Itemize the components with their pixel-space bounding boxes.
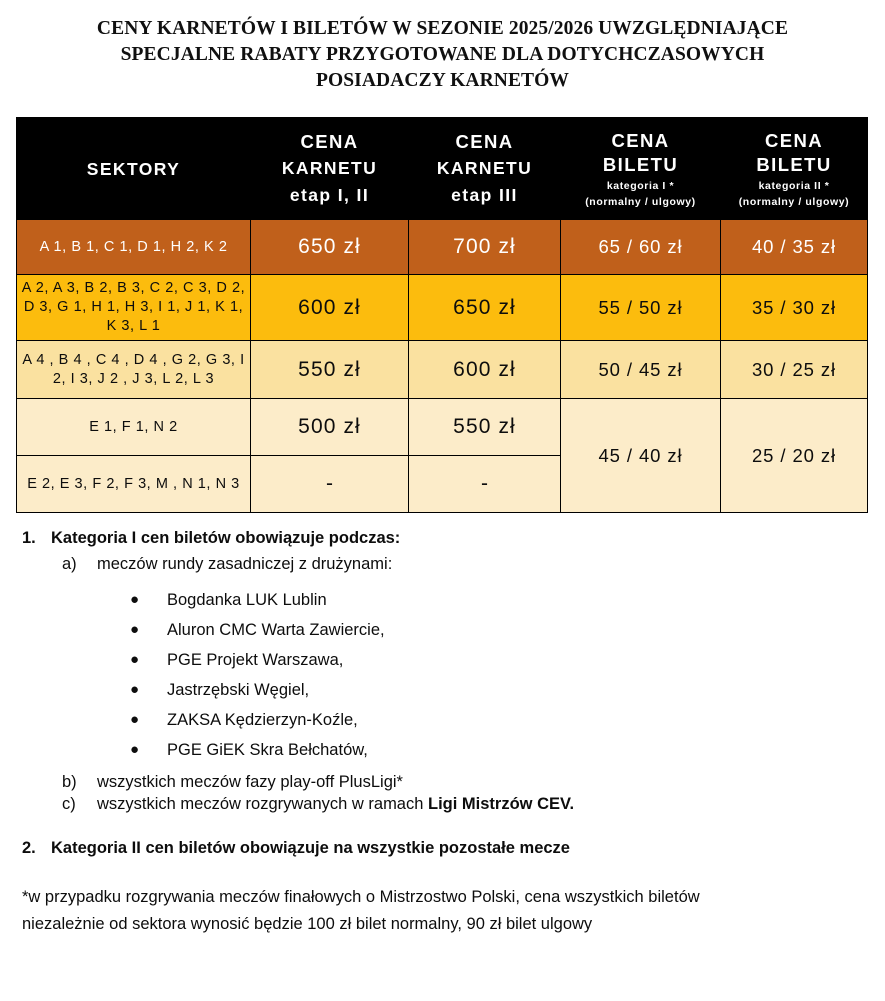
page-title-line-2: SPECJALNE RABATY PRZYGOTOWANE DLA DOTYCHCZASOWYCH: [120, 44, 765, 65]
team-name: ZAKSA Kędzierzyn-Koźle,: [167, 711, 358, 729]
row-sectors: E 1, F 1, N 2: [17, 399, 251, 456]
row-pass-price-stage12: 550 zł: [251, 341, 409, 399]
team-name: Bogdanka LUK Lublin: [167, 591, 327, 609]
note-item-1b-marker: b): [62, 773, 77, 791]
list-item: [12, 680, 873, 700]
bullet-icon: ●: [130, 741, 140, 758]
note-item-1c-text-bold: Ligi Mistrzów CEV.: [428, 795, 575, 813]
row-pass-price-stage3: 600 zł: [409, 341, 561, 399]
price-table: [16, 117, 868, 513]
footnote-line-2: niezależnie od sektora wynosić będzie 100 zł bilet normalny, 90 zł bilet ulgowy: [22, 915, 593, 933]
note-item-1c-marker: c): [62, 795, 76, 813]
note-item-1b: [12, 772, 873, 792]
column-header-sectors: [17, 118, 251, 220]
row-pass-price-stage3: 700 zł: [409, 220, 561, 275]
note-item-1a: [12, 554, 873, 574]
note-item-1c: [12, 794, 873, 814]
column-header-pass12-sub: KARNETU: [281, 157, 378, 178]
row-ticket-price-cat1: 55 / 50 zł: [561, 275, 721, 341]
note-item-1c-text: [97, 794, 873, 814]
column-header-ticket1-main: CENA: [611, 129, 670, 151]
row-sectors: A 4 , B 4 , C 4 , D 4 , G 2, G 3, I 2, I 3, J 2 , J 3, L 2, L 3: [17, 341, 251, 399]
note-item-2: [12, 838, 873, 858]
team-name: PGE GiEK Skra Bełchatów,: [167, 741, 368, 759]
price-table-container: [16, 117, 867, 513]
note-item-1-text: Kategoria I cen biletów obowiązuje podczas:: [51, 529, 401, 547]
column-header-ticket-category-2: [721, 118, 868, 220]
row-sectors: A 1, B 1, C 1, D 1, H 2, K 2: [17, 220, 251, 275]
row-ticket-price-cat2: 25 / 20 zł: [721, 399, 868, 513]
row-pass-price-stage3: 550 zł: [409, 399, 561, 456]
team-name: Aluron CMC Warta Zawiercie,: [167, 621, 385, 639]
note-item-1c-text-plain: wszystkich meczów rozgrywanych w ramach: [97, 795, 428, 813]
row-sectors: A 2, A 3, B 2, B 3, C 2, C 3, D 2, D 3, G 1, H 1, H 3, I 1, J 1, K 1, K 3, L 1: [17, 275, 251, 341]
column-header-pass-stage-1-2: [251, 118, 409, 220]
list-item: [12, 620, 873, 640]
column-header-pass3-stage: etap III: [451, 184, 518, 205]
column-header-ticket2-category: kategoria II *: [758, 179, 830, 192]
row-ticket-price-cat1: 65 / 60 zł: [561, 220, 721, 275]
note-item-2-text: Kategoria II cen biletów obowiązuje na wszystkie pozostałe mecze: [51, 839, 570, 857]
team-name: Jastrzębski Węgiel,: [167, 681, 310, 699]
bullet-icon: ●: [130, 711, 140, 728]
column-header-pass3-sub: KARNETU: [436, 157, 533, 178]
row-pass-price-stage3: 650 zł: [409, 275, 561, 341]
row-pass-price-stage3: -: [409, 456, 561, 513]
row-ticket-price-cat2: 30 / 25 zł: [721, 341, 868, 399]
row-ticket-price-cat2: 40 / 35 zł: [721, 220, 868, 275]
column-header-pass-stage-3: [409, 118, 561, 220]
page-title-line-1: CENY KARNETÓW I BILETÓW W SEZONIE 2025/2026 UWZGLĘDNIAJĄCE: [96, 18, 789, 39]
note-item-1: [12, 528, 873, 548]
list-item: [12, 710, 873, 730]
list-item: [12, 650, 873, 670]
table-header-row: [17, 118, 868, 220]
column-header-pass3-main: CENA: [455, 130, 514, 152]
list-item: [12, 590, 873, 610]
row-pass-price-stage12: 500 zł: [251, 399, 409, 456]
page-title-line-3: POSIADACZY KARNETÓW: [315, 70, 570, 91]
note-item-2-number: 2.: [22, 839, 36, 857]
note-item-1b-text: wszystkich meczów fazy play-off PlusLigi*: [97, 773, 403, 791]
column-header-sectors-label: SEKTORY: [86, 159, 181, 179]
table-row: [17, 220, 868, 275]
bullet-icon: ●: [130, 651, 140, 668]
row-pass-price-stage12: -: [251, 456, 409, 513]
table-row: [17, 341, 868, 399]
page-title: [0, 0, 885, 94]
note-items-bc: [12, 772, 873, 814]
footnote-line-1: *w przypadku rozgrywania meczów finałowych o Mistrzostwo Polski, cena wszystkich biletów: [22, 888, 700, 906]
note-item-1-number: 1.: [22, 529, 36, 547]
column-header-pass12-stage: etap I, II: [289, 184, 370, 205]
column-header-ticket1-category: kategoria I *: [606, 179, 675, 192]
row-ticket-price-cat1: 45 / 40 zł: [561, 399, 721, 513]
column-header-ticket1-sub: BILETU: [602, 153, 679, 175]
bullet-icon: ●: [130, 621, 140, 638]
bullet-icon: ●: [130, 591, 140, 608]
table-row: [17, 399, 868, 456]
team-name: PGE Projekt Warszawa,: [167, 651, 344, 669]
row-pass-price-stage12: 650 zł: [251, 220, 409, 275]
column-header-ticket2-note: (normalny / ulgowy): [738, 195, 850, 208]
column-header-pass12-main: CENA: [300, 130, 359, 152]
row-ticket-price-cat2: 35 / 30 zł: [721, 275, 868, 341]
table-row: [17, 275, 868, 341]
footnote: [12, 884, 873, 938]
column-header-ticket2-main: CENA: [764, 129, 824, 151]
note-item-1a-text: meczów rundy zasadniczej z drużynami:: [97, 555, 393, 573]
bullet-icon: ●: [130, 681, 140, 698]
row-ticket-price-cat1: 50 / 45 zł: [561, 341, 721, 399]
column-header-ticket-category-1: [561, 118, 721, 220]
note-item-1a-marker: a): [62, 555, 77, 573]
column-header-ticket1-note: (normalny / ulgowy): [585, 195, 696, 208]
column-header-ticket2-sub: BILETU: [756, 153, 832, 175]
list-item: [12, 740, 873, 760]
row-pass-price-stage12: 600 zł: [251, 275, 409, 341]
row-sectors: E 2, E 3, F 2, F 3, M , N 1, N 3: [17, 456, 251, 513]
teams-list: [12, 590, 873, 760]
notes-section: [0, 528, 885, 938]
